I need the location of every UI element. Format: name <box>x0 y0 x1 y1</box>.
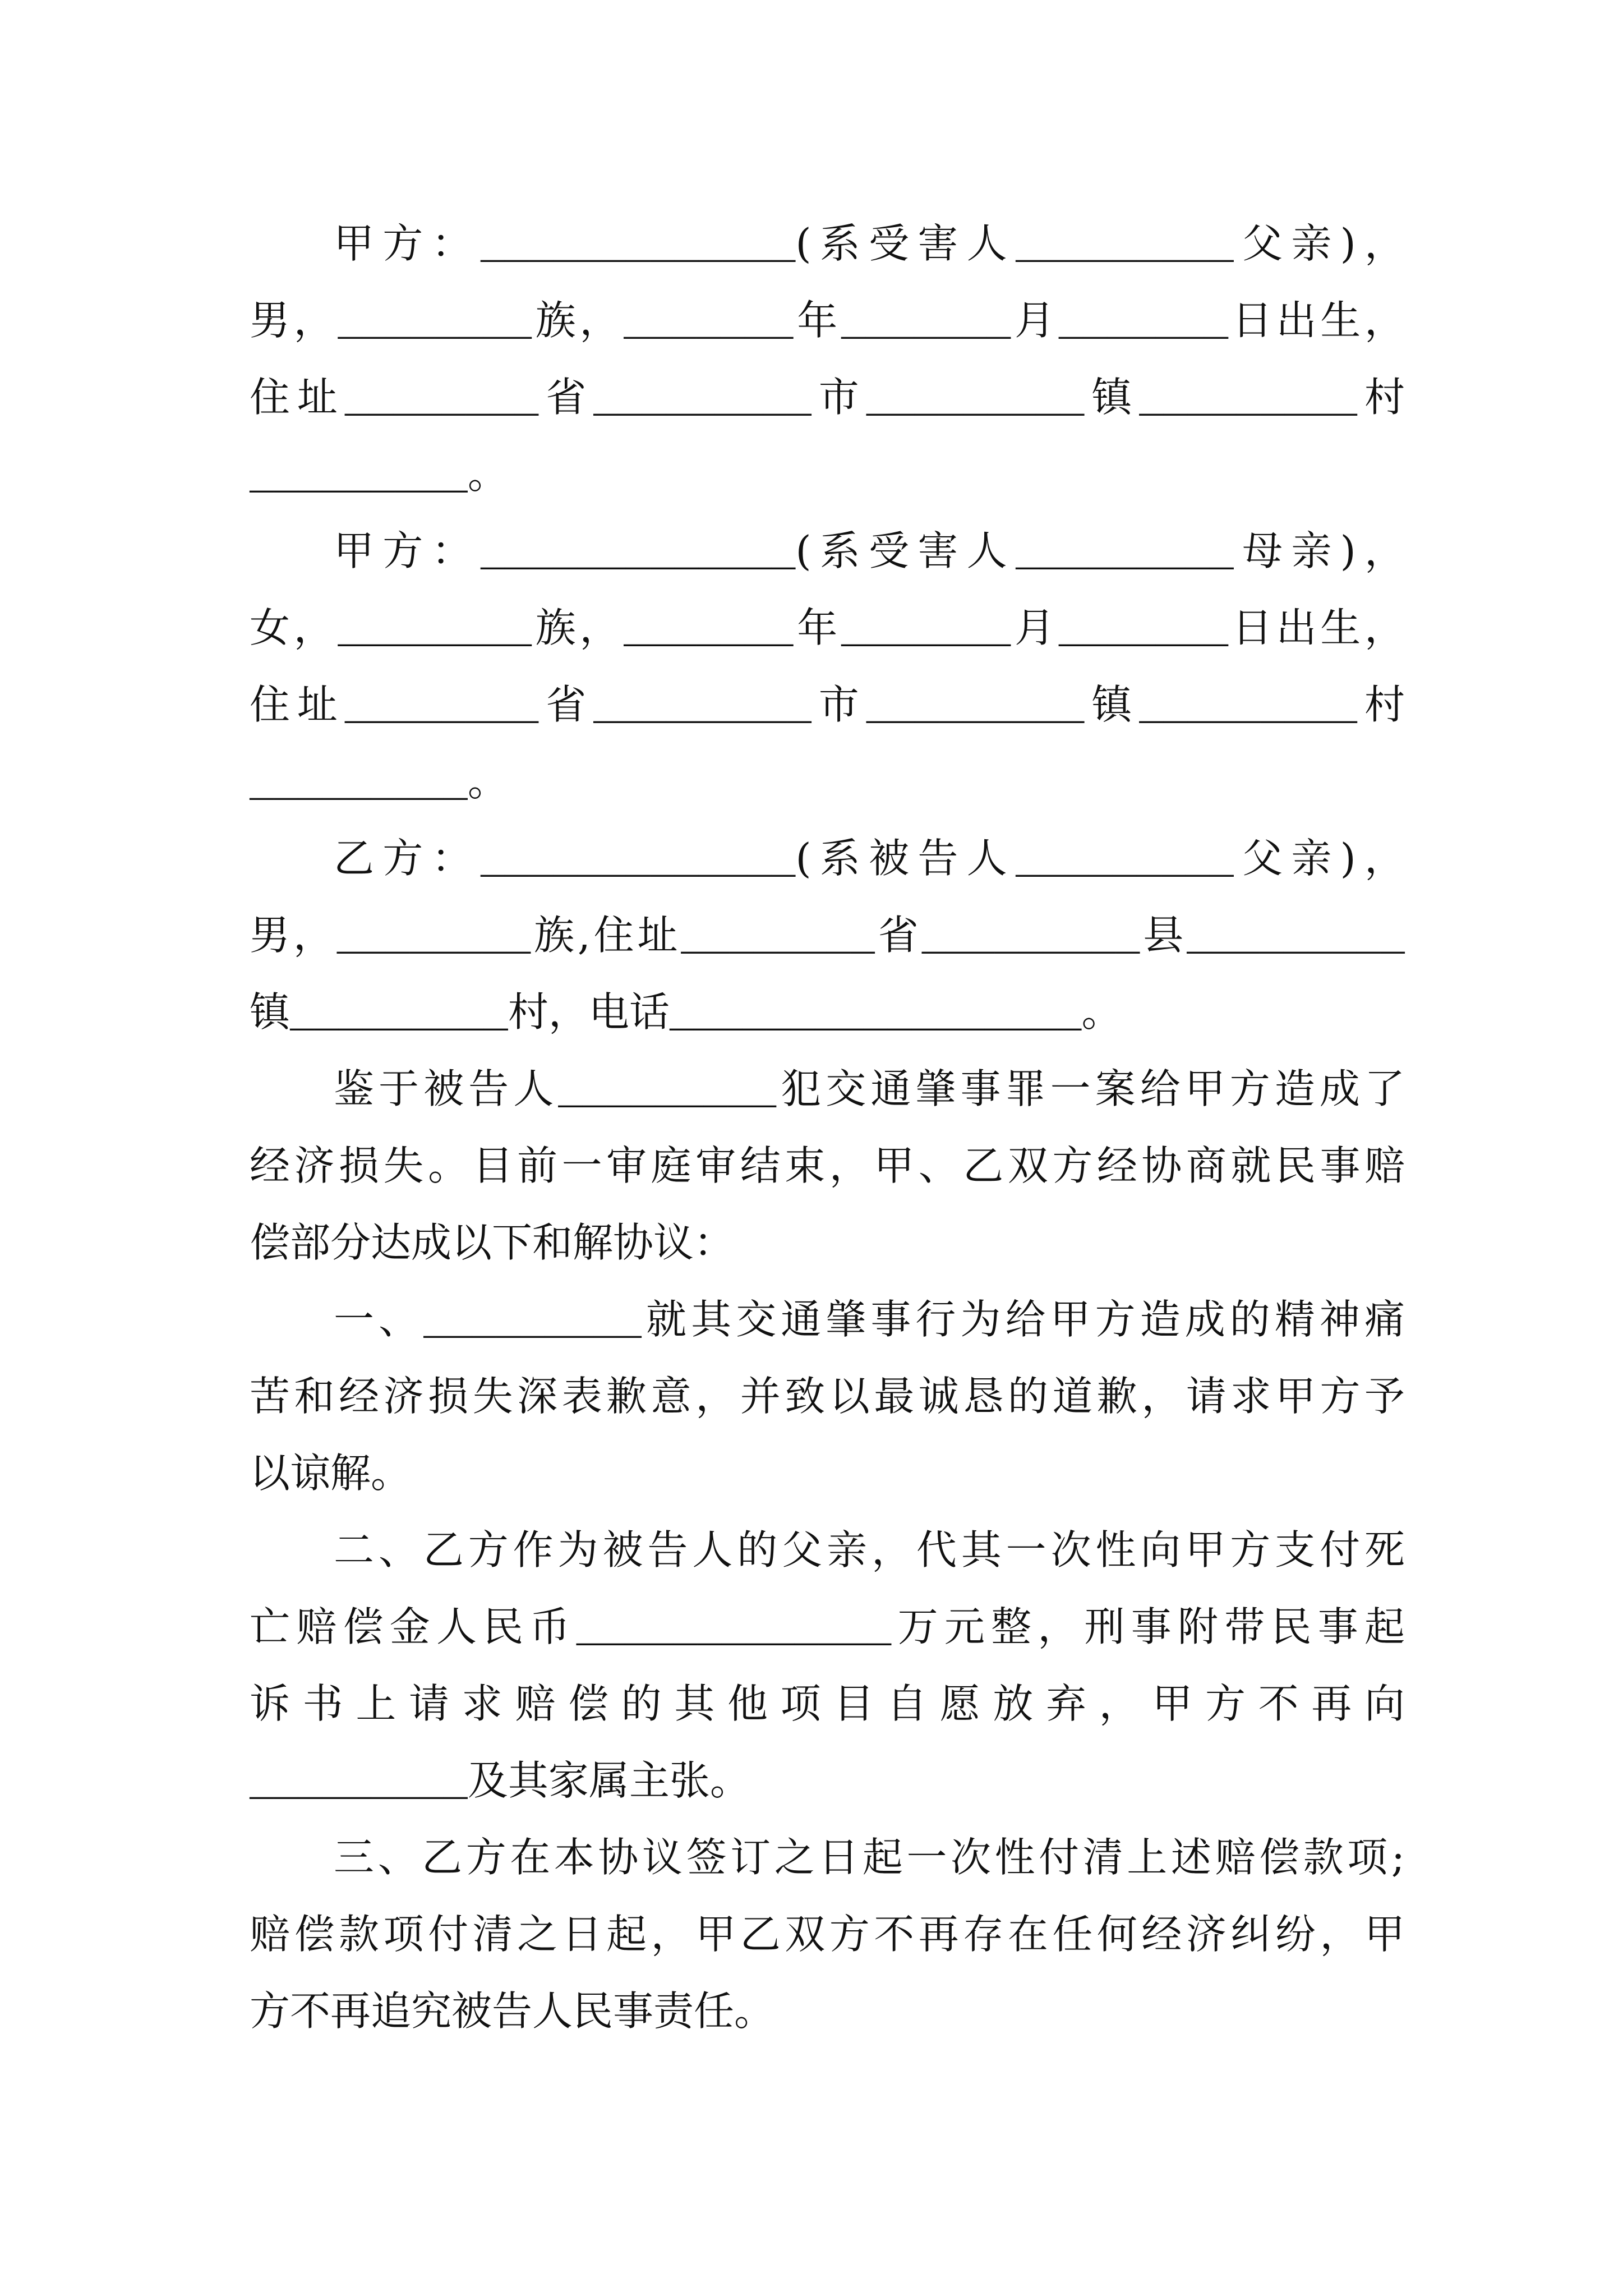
text-segment: 市 <box>811 681 866 728</box>
fill-in-blank[interactable]: _________ <box>558 1069 777 1115</box>
text-line <box>250 436 1405 513</box>
text-segment: 族， <box>532 604 624 651</box>
text-segment: 住址 <box>250 374 345 421</box>
text-line <box>250 282 1405 359</box>
text-segment: (系受害人 <box>795 527 1016 574</box>
text-segment: 就其交通肇事行为给甲方造成的精神痛 <box>642 1296 1405 1343</box>
text-line <box>250 1665 1405 1742</box>
fill-in-blank[interactable]: ________ <box>681 915 875 961</box>
text-line <box>250 1281 1405 1358</box>
text-line <box>250 666 1405 743</box>
text-segment: 甲方： <box>334 220 481 267</box>
text-segment: 苦和经济损失深表歉意，并致以最诚恳的道歉，请求甲方予 <box>250 1373 1405 1420</box>
text-segment: (系受害人 <box>795 220 1016 267</box>
text-line <box>250 1896 1405 1973</box>
text-segment: 父亲)， <box>1233 835 1405 882</box>
text-segment: 赔偿款项付清之日起，甲乙双方不再存在任何经济纠纷，甲 <box>250 1911 1405 1958</box>
text-line <box>250 1051 1405 1128</box>
fill-in-blank[interactable]: _________ <box>423 1300 642 1346</box>
fill-in-blank[interactable]: ________ <box>338 301 532 347</box>
text-segment: 一、 <box>334 1296 424 1343</box>
text-segment: 及其家属主张。 <box>467 1757 750 1804</box>
agreement-document <box>250 205 1405 2050</box>
fill-in-blank[interactable]: _______ <box>841 608 1011 654</box>
text-segment: 偿部分达成以下和解协议： <box>250 1219 735 1266</box>
text-segment: 年 <box>793 297 841 344</box>
fill-in-blank[interactable]: _________ <box>866 685 1085 731</box>
text-segment: 族， <box>532 297 624 344</box>
text-segment: 省 <box>538 681 594 728</box>
fill-in-blank[interactable]: ________ <box>344 685 539 731</box>
text-segment: 镇 <box>250 988 291 1036</box>
text-segment: 乙方： <box>334 835 481 882</box>
text-segment: 日出生， <box>1228 297 1405 344</box>
text-segment: 父亲)， <box>1233 220 1405 267</box>
text-segment: 省 <box>538 374 594 421</box>
text-segment: 。 <box>467 450 508 498</box>
fill-in-blank[interactable]: ________ <box>338 608 532 654</box>
text-line <box>250 513 1405 590</box>
text-segment: 。 <box>467 758 508 805</box>
text-segment: 鉴于被告人 <box>334 1065 559 1112</box>
text-segment: 村，电话 <box>508 988 670 1036</box>
text-line <box>250 1358 1405 1435</box>
text-segment: 镇 <box>1084 374 1140 421</box>
text-segment: 方不再追究被告人民事责任。 <box>250 1987 775 2035</box>
text-segment: 甲方： <box>334 527 481 574</box>
fill-in-blank[interactable]: _________ <box>1015 531 1234 577</box>
text-line <box>250 1973 1405 2050</box>
fill-in-blank[interactable]: _________ <box>1139 378 1358 424</box>
text-line <box>250 1512 1405 1589</box>
text-line <box>250 897 1405 974</box>
text-segment: 年 <box>793 604 841 651</box>
text-segment: (系被告人 <box>795 835 1016 882</box>
text-segment: 月 <box>1011 297 1059 344</box>
text-segment: 县 <box>1140 912 1187 959</box>
fill-in-blank[interactable]: _________ <box>1015 224 1234 270</box>
text-segment: 。 <box>1081 988 1122 1036</box>
text-segment: 三、乙方在本协议签订之日起一次性付清上述赔偿款项; <box>334 1834 1405 1881</box>
text-line <box>250 1435 1405 1512</box>
text-line <box>250 974 1405 1051</box>
fill-in-blank[interactable]: _______ <box>1058 608 1229 654</box>
text-segment: 万元整，刑事附带民事起 <box>891 1603 1405 1650</box>
fill-in-blank[interactable]: _________________ <box>669 992 1082 1038</box>
text-segment: 村 <box>1357 681 1405 728</box>
text-line <box>250 743 1405 820</box>
text-segment: 住址 <box>250 681 345 728</box>
fill-in-blank[interactable]: _________ <box>1015 839 1234 885</box>
text-line <box>250 1589 1405 1665</box>
text-segment: 男， <box>250 912 337 959</box>
text-segment: 女， <box>250 604 338 651</box>
fill-in-blank[interactable]: _________ <box>866 378 1085 424</box>
fill-in-blank[interactable]: _________ <box>250 762 468 808</box>
text-line <box>250 1742 1405 1819</box>
text-line <box>250 205 1405 282</box>
fill-in-blank[interactable]: _________ <box>921 915 1140 961</box>
text-line <box>250 1128 1405 1204</box>
fill-in-blank[interactable]: _________ <box>290 992 508 1038</box>
text-segment: 母亲)， <box>1233 527 1405 574</box>
fill-in-blank[interactable]: _________ <box>593 685 811 731</box>
fill-in-blank[interactable]: _____________ <box>480 531 796 577</box>
text-line <box>250 1819 1405 1896</box>
fill-in-blank[interactable]: _______ <box>624 608 794 654</box>
fill-in-blank[interactable]: _____________ <box>480 224 796 270</box>
text-segment: 男， <box>250 297 338 344</box>
text-segment: 月 <box>1011 604 1059 651</box>
fill-in-blank[interactable]: _________ <box>250 454 468 500</box>
fill-in-blank[interactable]: _________ <box>1139 685 1358 731</box>
text-segment: 以谅解。 <box>250 1450 412 1497</box>
fill-in-blank[interactable]: _______ <box>841 301 1011 347</box>
text-segment: 市 <box>811 374 866 421</box>
fill-in-blank[interactable]: _________ <box>250 1761 468 1807</box>
fill-in-blank[interactable]: _______ <box>624 301 794 347</box>
text-segment: 经济损失。目前一审庭审结束，甲、乙双方经协商就民事赔 <box>250 1142 1405 1189</box>
text-segment: 村 <box>1357 374 1405 421</box>
fill-in-blank[interactable]: _____________ <box>576 1607 892 1653</box>
fill-in-blank[interactable]: ________ <box>344 378 539 424</box>
fill-in-blank[interactable]: ________ <box>336 915 531 961</box>
text-segment: 日出生， <box>1228 604 1405 651</box>
text-segment: 二、乙方作为被告人的父亲，代其一次性向甲方支付死 <box>334 1526 1405 1573</box>
text-line <box>250 820 1405 897</box>
text-segment: 亡赔偿金人民币 <box>250 1603 577 1650</box>
text-segment: 族,住址 <box>531 912 681 959</box>
fill-in-blank[interactable]: _________ <box>1187 915 1405 961</box>
text-segment: 诉书上请求赔偿的其他项目自愿放弃，甲方不再向 <box>250 1680 1405 1727</box>
fill-in-blank[interactable]: _______ <box>1058 301 1229 347</box>
text-segment: 镇 <box>1084 681 1140 728</box>
text-segment: 犯交通肇事罪一案给甲方造成了 <box>776 1065 1405 1112</box>
text-line <box>250 1204 1405 1281</box>
text-line <box>250 359 1405 436</box>
text-line <box>250 590 1405 666</box>
fill-in-blank[interactable]: _________ <box>593 378 811 424</box>
text-segment: 省 <box>874 912 922 959</box>
fill-in-blank[interactable]: _____________ <box>480 839 796 885</box>
